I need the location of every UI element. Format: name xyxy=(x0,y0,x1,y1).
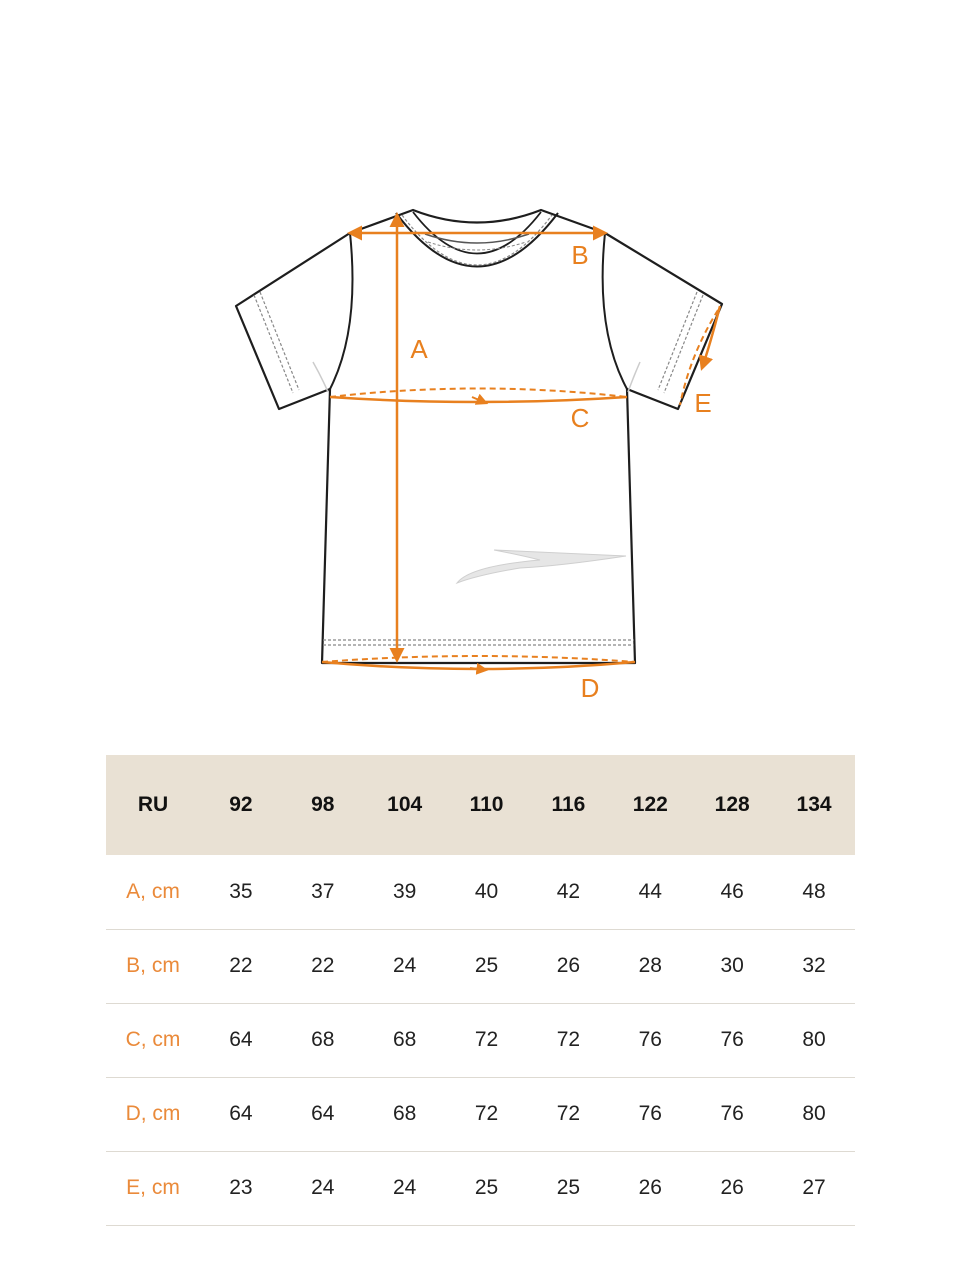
table-cell: 27 xyxy=(802,1176,826,1199)
label-b: B xyxy=(571,240,589,270)
table-cell: 64 xyxy=(229,1028,253,1051)
header-size-116: 116 xyxy=(551,793,586,816)
table-cell: 76 xyxy=(720,1028,744,1051)
table-cell: 22 xyxy=(311,954,335,977)
table-cell: 24 xyxy=(393,1176,417,1199)
table-row xyxy=(106,1077,855,1151)
table-cell: 26 xyxy=(638,1176,662,1199)
table-body xyxy=(106,855,855,1225)
header-size-122: 122 xyxy=(632,793,668,816)
header-size-92: 92 xyxy=(229,793,253,816)
header-size-110: 110 xyxy=(469,793,504,816)
table-cell: 40 xyxy=(474,879,499,903)
label-a: A xyxy=(410,334,428,364)
row-label: C, cm xyxy=(125,1028,181,1051)
table-cell: 76 xyxy=(638,1102,662,1125)
table-cell: 64 xyxy=(229,1102,253,1125)
table-cell: 39 xyxy=(393,879,417,903)
row-label: B, cm xyxy=(126,954,180,977)
header-size-98: 98 xyxy=(311,793,335,816)
header-size-104: 104 xyxy=(387,793,423,816)
header-label: RU xyxy=(137,793,169,816)
table-cell: 25 xyxy=(474,954,499,977)
table-cell: 68 xyxy=(393,1102,417,1125)
table-cell: 76 xyxy=(720,1102,744,1125)
table-cell: 76 xyxy=(638,1028,662,1051)
table-cell: 23 xyxy=(229,1176,253,1199)
label-c: C xyxy=(570,403,590,433)
table-cell: 46 xyxy=(720,879,744,903)
table-row xyxy=(106,1003,855,1077)
table-cell: 42 xyxy=(556,879,581,903)
table-cell: 80 xyxy=(802,1028,826,1051)
table-cell: 64 xyxy=(311,1102,335,1125)
label-d: D xyxy=(580,673,600,703)
table-cell: 68 xyxy=(393,1028,417,1051)
table-cell: 26 xyxy=(556,954,581,977)
table-cell: 24 xyxy=(311,1176,335,1199)
row-label: A, cm xyxy=(126,879,180,903)
table-row xyxy=(106,929,855,1003)
table-cell: 32 xyxy=(802,954,826,977)
table-cell: 24 xyxy=(393,954,417,977)
table-cell: 25 xyxy=(474,1176,499,1199)
table-cell: 30 xyxy=(720,954,744,977)
header-size-128: 128 xyxy=(714,793,750,816)
row-label: D, cm xyxy=(125,1102,181,1125)
table-row xyxy=(106,1151,855,1225)
table-cell: 48 xyxy=(802,879,826,903)
label-e: E xyxy=(694,388,712,418)
table-cell: 80 xyxy=(802,1102,826,1125)
size-table xyxy=(106,755,855,1226)
row-label: E, cm xyxy=(126,1176,180,1199)
table-cell: 72 xyxy=(556,1102,581,1125)
header-size-134: 134 xyxy=(796,793,832,816)
tshirt-outline xyxy=(236,210,722,663)
table-cell: 44 xyxy=(638,879,662,903)
table-header-row xyxy=(106,755,855,855)
table-cell: 37 xyxy=(311,879,335,903)
table-cell: 26 xyxy=(720,1176,744,1199)
table-cell: 68 xyxy=(311,1028,335,1051)
table-cell: 28 xyxy=(638,954,662,977)
table-cell: 72 xyxy=(556,1028,581,1051)
table-cell: 22 xyxy=(229,954,253,977)
table-cell: 25 xyxy=(556,1176,581,1199)
table-cell: 35 xyxy=(229,879,253,903)
table-row xyxy=(106,855,855,929)
table-cell: 72 xyxy=(474,1102,499,1125)
table-cell: 72 xyxy=(474,1028,499,1051)
